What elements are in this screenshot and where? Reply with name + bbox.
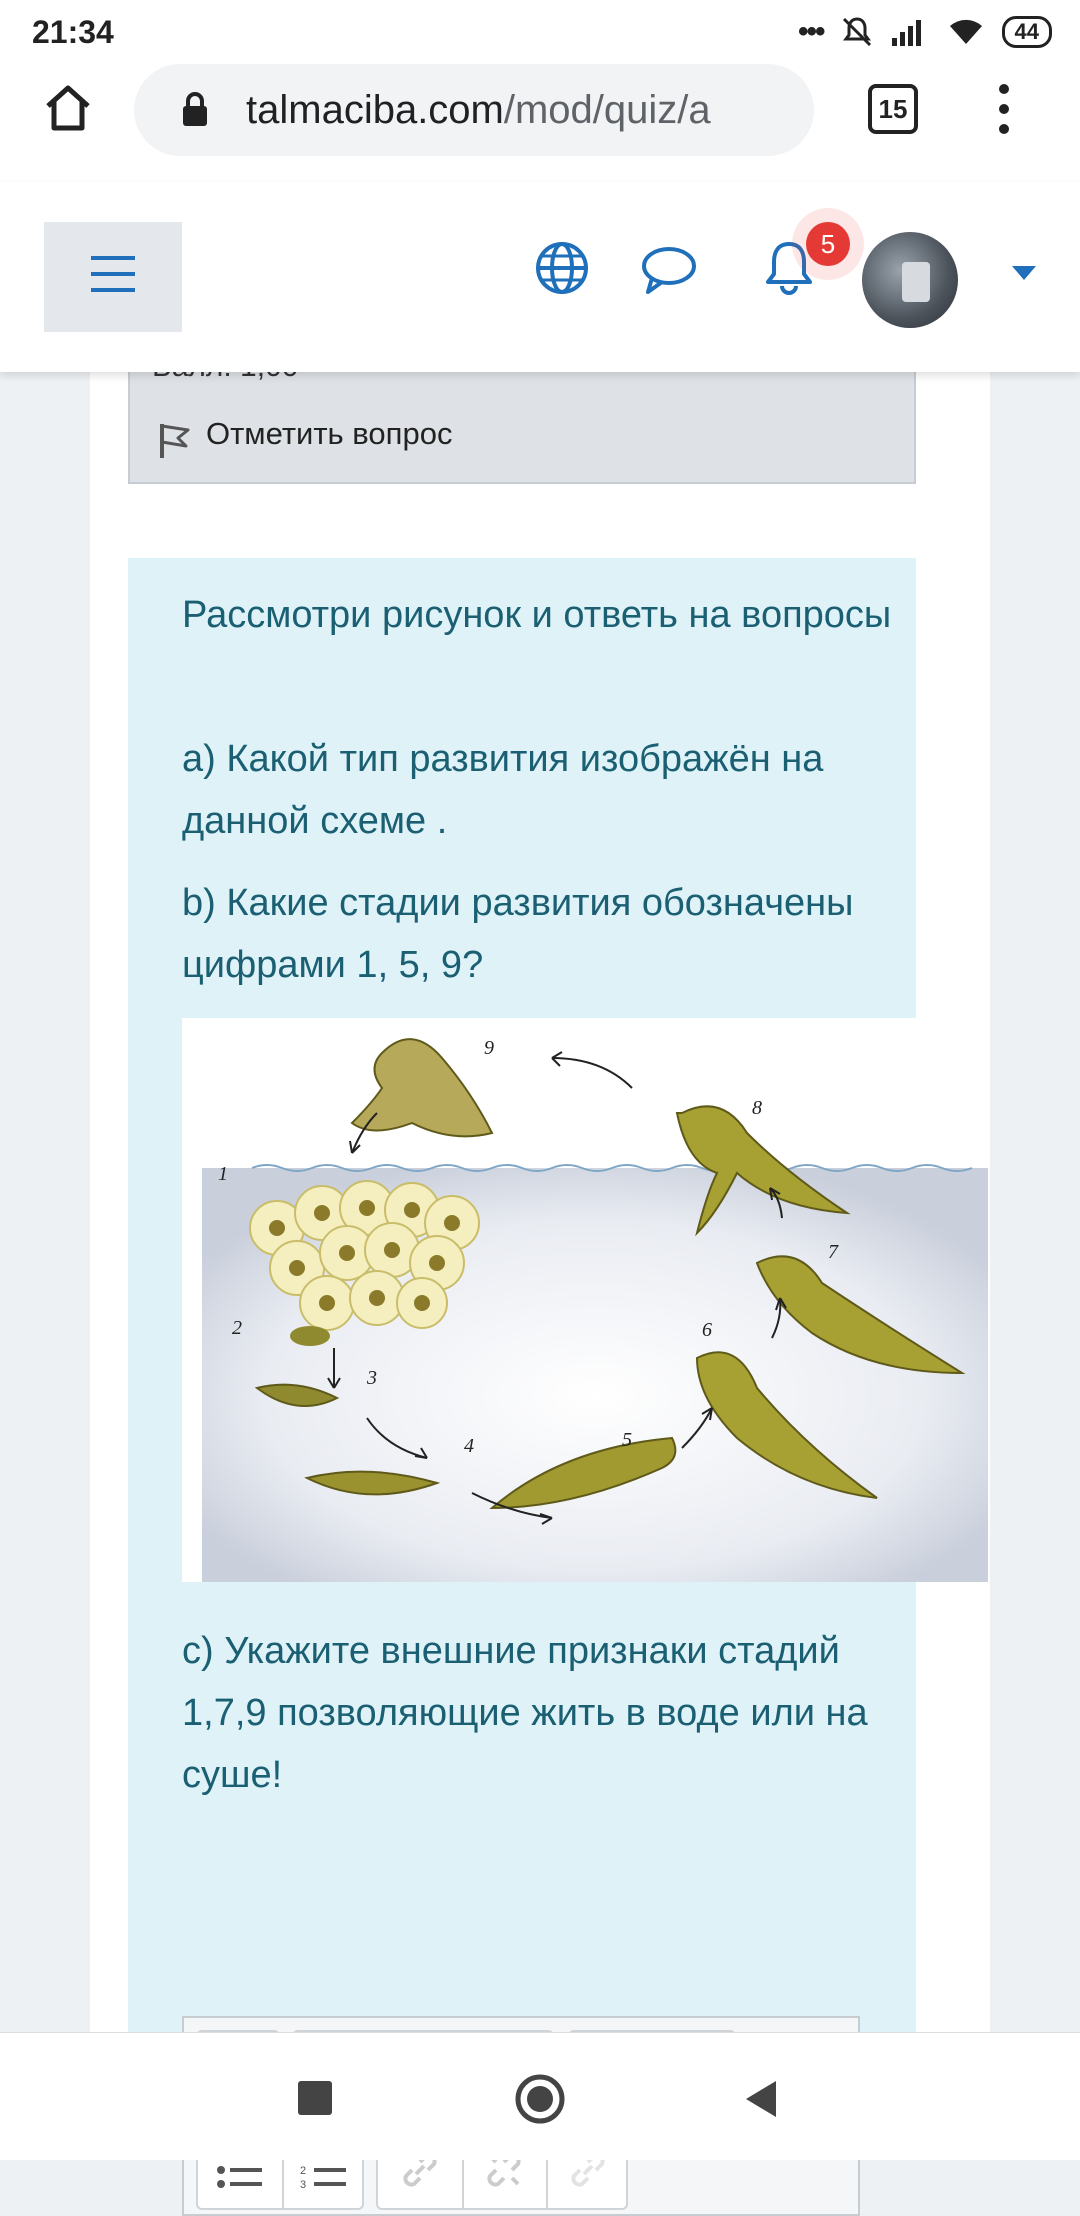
url-domain: talmaciba.com: [246, 88, 504, 132]
question-part-a: a) Какой тип развития изображён на данной схеме .: [182, 738, 824, 842]
status-bar: [0, 0, 1080, 62]
svg-text:3: 3: [300, 2179, 307, 2191]
stage-label-3: 3: [367, 1367, 377, 1389]
url-path: /mod/quiz/a: [503, 88, 711, 132]
stage-label-8: 8: [752, 1097, 762, 1119]
menu-toggle-button[interactable]: [44, 222, 182, 332]
frog-life-cycle-figure: [182, 1018, 988, 1582]
stage-label-2: 2: [232, 1317, 242, 1339]
question-part-c: c) Укажите внешние признаки стадий 1,7,9 позволяющие жить в воде или на суше!: [182, 1630, 868, 1796]
flag-question-link[interactable]: Отметить вопрос: [206, 416, 453, 451]
status-time: 21:34: [32, 14, 114, 50]
frog-life-cycle-illustration: [182, 1018, 988, 1582]
home-button-icon[interactable]: [514, 2073, 566, 2125]
svg-text:2: 2: [300, 2165, 307, 2177]
messages-icon[interactable]: [640, 244, 698, 296]
lock-icon: [180, 92, 210, 128]
signal-icon: [890, 16, 930, 48]
stage-2-hatchling: [290, 1326, 330, 1346]
stage-label-4: 4: [464, 1435, 474, 1457]
notification-badge: 5: [806, 222, 850, 266]
tab-switcher-button[interactable]: 15: [868, 84, 918, 134]
home-icon[interactable]: [40, 80, 96, 136]
recent-apps-button[interactable]: [298, 2081, 332, 2115]
stage-label-1: 1: [218, 1163, 228, 1185]
more-dots-icon: •••: [798, 15, 824, 48]
browser-menu-icon[interactable]: [994, 80, 1014, 140]
url-text: [246, 88, 786, 133]
chevron-down-icon[interactable]: [1012, 266, 1036, 280]
question-part-b: b) Какие стадии развития обозначены цифрами 1, 5, 9?: [182, 882, 854, 986]
system-navigation-bar: [0, 2032, 1080, 2160]
question-intro: Рассмотри рисунок и ответь на вопросы: [182, 594, 892, 636]
stage-label-9: 9: [484, 1037, 494, 1059]
user-avatar[interactable]: [862, 232, 958, 328]
stage-label-5: 5: [622, 1429, 632, 1451]
question-text-box: [128, 558, 916, 2191]
site-navbar: [0, 182, 1080, 372]
question-info-box: [128, 372, 916, 484]
page-content: [90, 372, 990, 2191]
browser-toolbar: [0, 62, 1080, 182]
flag-icon[interactable]: [156, 420, 192, 460]
stage-label-7: 7: [828, 1241, 838, 1263]
address-bar[interactable]: [134, 64, 814, 156]
stage-label-6: 6: [702, 1319, 712, 1341]
mute-icon: [840, 15, 874, 49]
back-button-icon[interactable]: [742, 2077, 782, 2121]
globe-icon[interactable]: [534, 240, 590, 296]
battery-indicator: 44: [1002, 16, 1052, 48]
stage-9-adult-frog: [352, 1039, 492, 1136]
wifi-icon: [946, 16, 986, 48]
